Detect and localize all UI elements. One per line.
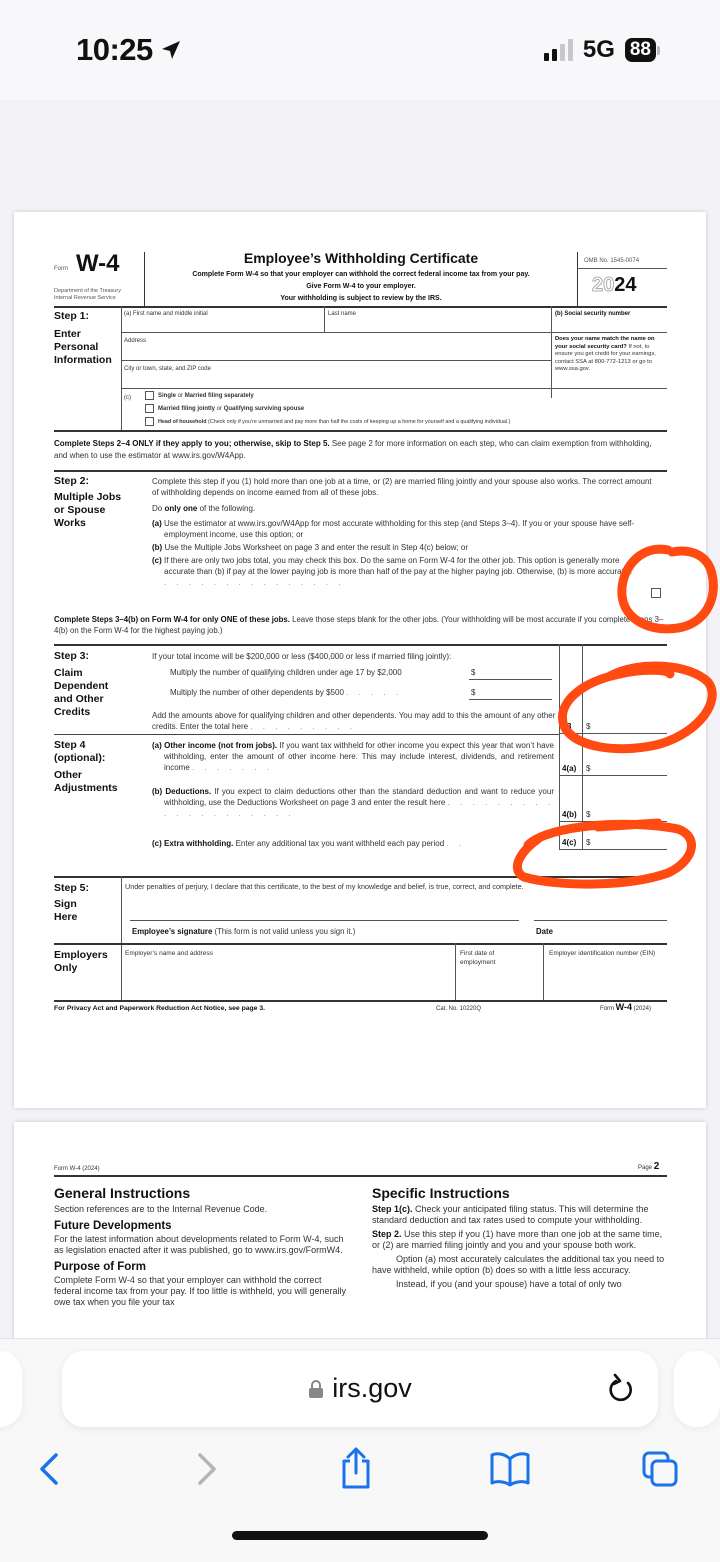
tax-year: 2024	[592, 274, 637, 296]
date-line[interactable]	[534, 920, 667, 921]
subtitle-3: Your withholding is subject to review by the IRS.	[280, 295, 442, 302]
line-4b-number: 4(b)	[562, 810, 577, 819]
step2-intro: Complete this step if you (1) hold more than one job at a time, or (2) are married filing jointly and your spouse also works. The correct amount of withholding depends on income earned from all of these jobs.	[152, 477, 652, 497]
next-tab-pill[interactable]	[674, 1351, 720, 1427]
service: Internal Revenue Service	[54, 295, 116, 301]
step1-label: Step 1:	[54, 310, 90, 322]
first-name-field[interactable]: (a) First name and middle initial	[124, 311, 208, 317]
steps-3-4-note: Complete Steps 3–4(b) on Form W-4 for only ONE of these jobs. Leave those steps blank for the other jobs. (Your withholding will be most accurate if you complete Steps 3–4(b) on the Form W-4 for the highest paying job.)	[54, 615, 664, 635]
location-arrow-icon	[159, 38, 183, 62]
tabs-icon[interactable]	[640, 1449, 680, 1489]
filing-single[interactable]: Single or Married filing separately	[145, 391, 254, 401]
line-4c-number: 4(c)	[562, 838, 577, 847]
qualifying-children-line: Multiply the number of qualifying children under age 17 by $2,000	[170, 668, 402, 677]
signature-line[interactable]	[130, 920, 519, 921]
filing-status-label: (c)	[124, 395, 131, 401]
step3-intro: If your total income will be $200,000 or less ($400,000 or less if married filing jointly):	[152, 652, 452, 661]
step2-do-only-one: Do only one of the following.	[152, 504, 256, 513]
line-3-input[interactable]	[559, 733, 667, 734]
department: Department of the Treasury	[54, 288, 121, 294]
form-title: Employee’s Withholding Certificate	[243, 250, 479, 266]
status-bar	[0, 0, 720, 100]
catalog-number: Cat. No. 10220Q	[436, 1006, 482, 1012]
step4-label: Step 4 (optional):	[54, 739, 106, 764]
line-4b-input[interactable]	[559, 821, 667, 822]
date-label: Date	[536, 927, 553, 936]
page2-header-left: Form W-4 (2024)	[54, 1166, 100, 1172]
forward-chevron-icon[interactable]	[186, 1449, 226, 1489]
line-4a-input[interactable]	[559, 775, 667, 776]
checkbox[interactable]	[145, 391, 154, 400]
two-jobs-checkbox[interactable]	[651, 588, 661, 598]
filing-joint[interactable]: Married filing jointly or Qualifying surviving spouse	[145, 404, 304, 414]
step4-title: Other Adjustments	[54, 769, 118, 794]
step2-option-c: (c) If there are only two jobs total, you may check this box. Do the same on Form W-4 for the other job. This option is generally more accurate than (b) if pay at the lower paying job is more than half of the pay at the higher paying job. Otherwise, (b) is more accurate . . . . . . . . . . . . . . . .	[152, 556, 637, 587]
subtitle-2: Give Form W-4 to your employer.	[306, 283, 416, 290]
ssn-note: Does your name match the name on your social security card? If not, to ensure you get credit for your earnings, contact SSA at 800-772-1213 or go to www.ssa.gov.	[555, 336, 656, 372]
subtitle-1: Complete Form W-4 so that your employer can withhold the correct federal income tax from your pay.	[192, 271, 530, 278]
last-name-field[interactable]: Last name	[328, 311, 357, 317]
share-icon[interactable]	[336, 1445, 376, 1491]
checkbox[interactable]	[145, 417, 154, 426]
status-time	[76, 32, 183, 68]
back-chevron-icon[interactable]	[30, 1449, 70, 1489]
page2-header-right: Page 2	[638, 1161, 660, 1172]
browser-bottom-bar	[0, 1338, 720, 1562]
omb-number: OMB No. 1545-0074	[584, 258, 640, 264]
step3-label: Step 3:	[54, 650, 90, 662]
battery-level: 88	[625, 38, 656, 62]
url-display[interactable]	[62, 1373, 658, 1404]
step2-option-b: (b) Use the Multiple Jobs Worksheet on page 3 and enter the result in Step 4(c) below; or	[152, 543, 469, 552]
future-developments-heading: Future Developments	[54, 1220, 172, 1232]
clock: 10:25	[76, 32, 153, 67]
employers-only-title: Employers Only	[54, 949, 108, 974]
line-3-number: 3	[567, 722, 572, 731]
general-instructions-heading: General Instructions	[54, 1185, 191, 1201]
url-text: irs.gov	[332, 1373, 412, 1403]
perjury-declaration: Under penalties of perjury, I declare that this certificate, to the best of my knowledge and belief, is true, correct, and complete.	[125, 882, 524, 891]
line-4a-number: 4(a)	[562, 764, 577, 773]
other-dependents-input[interactable]	[469, 699, 552, 700]
privacy-notice: For Privacy Act and Paperwork Reduction Act Notice, see page 3.	[54, 1005, 266, 1012]
checkbox[interactable]	[145, 404, 154, 413]
network-type: 5G	[582, 36, 615, 63]
general-instructions-column: General Instructions Section references are to the Internal Revenue Code. Future Developments For the latest information about developments related to Form W-4, such as legislation enacted after it was published, go to www.irs.gov/FormW4. Purpose of Form Complete Form W-4 so that your employer can withhold the correct federal income tax from your pay. If too little is withheld, you will generally owe tax when you file your tax	[54, 1184, 349, 1308]
step5-title: Sign Here	[54, 898, 78, 923]
specific-instructions-column: Specific Instructions Step 1(c). Check your anticipated filing status. This will determine the standard deduction and tax rates used to compute your withholding. Step 2. Use this step if you (1) have more than one job at the same time, or (2) are married filing jointly and you and your spouse both work. Option (a) most accurately calculates the additional tax you need to have withheld, while option (b) does so with a little less accuracy. Instead, if you (and your spouse) have a total of only two	[372, 1184, 667, 1290]
city-state-zip-field[interactable]: City or town, state, and ZIP code	[124, 366, 211, 372]
cellular-signal-icon	[544, 39, 573, 61]
purpose-of-form-heading: Purpose of Form	[54, 1261, 147, 1273]
steps-2-4-instructions: Complete Steps 2–4 ONLY if they apply to you; otherwise, skip to Step 5. See page 2 for more information on each step, who can claim exemption from withholding, and when to use the estimator at www.irs.gov/W4App.	[54, 439, 652, 460]
bookmarks-icon[interactable]	[488, 1449, 532, 1489]
ssn-field[interactable]: (b) Social security number	[555, 311, 631, 317]
previous-tab-pill[interactable]	[0, 1351, 22, 1427]
line-4c-input[interactable]	[559, 849, 667, 850]
step2-option-a: (a) Use the estimator at www.irs.gov/W4App for most accurate withholding for this step (and Steps 3–4). If you or your spouse have self-employment income, use this option; or	[152, 519, 634, 539]
status-indicators	[544, 36, 660, 64]
battery-icon	[625, 38, 660, 62]
step4c-text: (c) Extra withholding. Enter any additional tax you want withheld each pay period . .	[152, 839, 466, 848]
address-field[interactable]: Address	[124, 338, 147, 344]
step3-total-text: Add the amounts above for qualifying children and other dependents. You may add to this the amount of any other credits. Enter the total here . . . . . . . . .	[152, 711, 556, 731]
reload-icon[interactable]	[606, 1373, 636, 1405]
other-dependents-line: Multiply the number of other dependents by $500 . . . . .	[170, 688, 403, 697]
first-date-employment-field[interactable]: First date of employment	[460, 950, 496, 966]
step4b-text: (b) Deductions. If you expect to claim deductions other than the standard deduction and want to reduce your withholding, use the Deductions Worksheet on page 3 and enter the result here . . . . . . . . . . . . . . . . . . . .	[152, 787, 554, 818]
pdf-page-2	[14, 1122, 706, 1352]
step5-label: Step 5:	[54, 882, 90, 894]
step4a-text: (a) Other income (not from jobs). If you want tax withheld for other income you expect this year that won’t have withholding, enter the amount of other income here. This may include interest, dividends, and retirement income . . . . . . .	[152, 741, 555, 772]
signature-label: Employee’s signature (This form is not valid unless you sign it.)	[132, 927, 356, 936]
filing-head-of-household[interactable]: Head of household (Check only if you’re unmarried and pay more than half the costs of keeping up a home for yourself and a qualifying individual.)	[145, 417, 510, 427]
step3-title: Claim Dependent and Other Credits	[54, 667, 109, 718]
pdf-page-1: Form W-4 Department of the Treasury Internal Revenue Service Employee’s Withholding Certificate Complete Form W-4 so that your employer can withhold the correct federal income tax from your pay. Give Form W-4 to your employer. Your withholding is subject to review by the IRS. OMB No. 1545-0074 2024 Step 1: Enter Personal Information (a) First name and middle initial Last name (b) Social security number Address City or town, state, and ZIP code Does your name match the name on your social security card? If not, to ensure you get credit for your earnings, contact SSA at 800-772-1213 or go to www.ssa.gov. (c) Single or Married filing separately Married filing jointly or Qualifying surviving spouse Head of household (Check only if you’re unmarried and pay more than half the costs of keeping up a home for yourself and a qualifying individual.) Complete Steps 2–4 ONLY if they apply to you; otherwise, skip to Step 5. See page 2 for more information on each step, who can claim exemption from withholding, and when to use the estimator at www.irs.gov/W4App. Step 2: Multiple Jobs or Spouse Works Complete this step if you (1) hold more than one job at a time, or (2) are married filing jointly and your spouse also works. The correct amount of withholding depends on income earned from all of these jobs. Do only one of the following. (a) Use the estimator at www.irs.gov/W4App for most accurate withholding for this step (and Steps 3–4). If you or your spouse have self-employment income, use this option; or (b) Use the Multiple Jobs Worksheet on page 3 and enter the result in Step 4(c) below; or (c) If there are only two jobs total, you may check this box. Do the same on Form W-4 for the other job. This option is generally more accurate than (b) if pay at the lower paying job is more than half of the pay at the higher paying job. Otherwise, (b) is more accurate . . . . . . . . . . . . . . . . Complete Steps 3–4(b) on Form W-4 for only ONE of these jobs. Leave those steps blank for the other jobs. (Your withholding will be most accurate if you complete Steps 3–4(b) on the Form W-4 for the highest paying job.) Step 3: Claim Dependent and Other Credits If your total income will be $200,000 or less ($400,000 or less if married filing jointly): Multiply the number of qualifying children under age 17 by $2,000 $ Multiply the number of other dependents by $500 . . . . . $ Add the amounts above for qualifying children and other dependents. You may add to this the amount of any other credits. Enter the total here . . . . . . . . . 3 $ Step 4 (optional): Other Adjustments (a) Other income (not from jobs). If you want tax withheld for other income you expect this year that won’t have withholding, enter the amount of other income here. This may include interest, dividends, and retirement income . . . . . . . 4(a) $ (b) Deductions. If you expect to claim deductions other than the standard deduction and want to reduce your withholding, use the Deductions Worksheet on page 3 and enter the result here . . . . . . . . . . . . . . . . . . . . 4(b) $ (c) Extra withholding. Enter any additional tax you want withheld each pay period . . 4(c) $ Step 5: Sign Here Under penalties of perjury, I declare that this certificate, to the best of my knowledge and belief, is true, correct, and complete. Employee’s signature (This form is not valid unless you sign it.) Date Employers Only Employer’s name and address First date of employment Employer identification number (EIN) For Privacy Act and Paperwork Reduction Act Notice, see page 3. Cat. No. 10220Q Form W-4 (2024)	[14, 212, 706, 1108]
ein-field[interactable]: Employer identification number (EIN)	[549, 950, 656, 957]
step1-title: Enter Personal Information	[54, 328, 112, 366]
step2-title: Multiple Jobs or Spouse Works	[54, 491, 122, 529]
address-bar[interactable]	[62, 1351, 658, 1427]
home-indicator[interactable]	[232, 1531, 488, 1540]
specific-instructions-heading: Specific Instructions	[372, 1185, 510, 1201]
lock-icon	[308, 1379, 324, 1399]
form-label: Form	[54, 266, 68, 272]
form-name: W-4	[76, 250, 120, 277]
step2-label: Step 2:	[54, 475, 90, 487]
footer-form-id: Form W-4 (2024)	[600, 1002, 652, 1012]
employer-name-address-field[interactable]: Employer’s name and address	[125, 950, 213, 957]
qualifying-children-input[interactable]	[469, 679, 552, 680]
